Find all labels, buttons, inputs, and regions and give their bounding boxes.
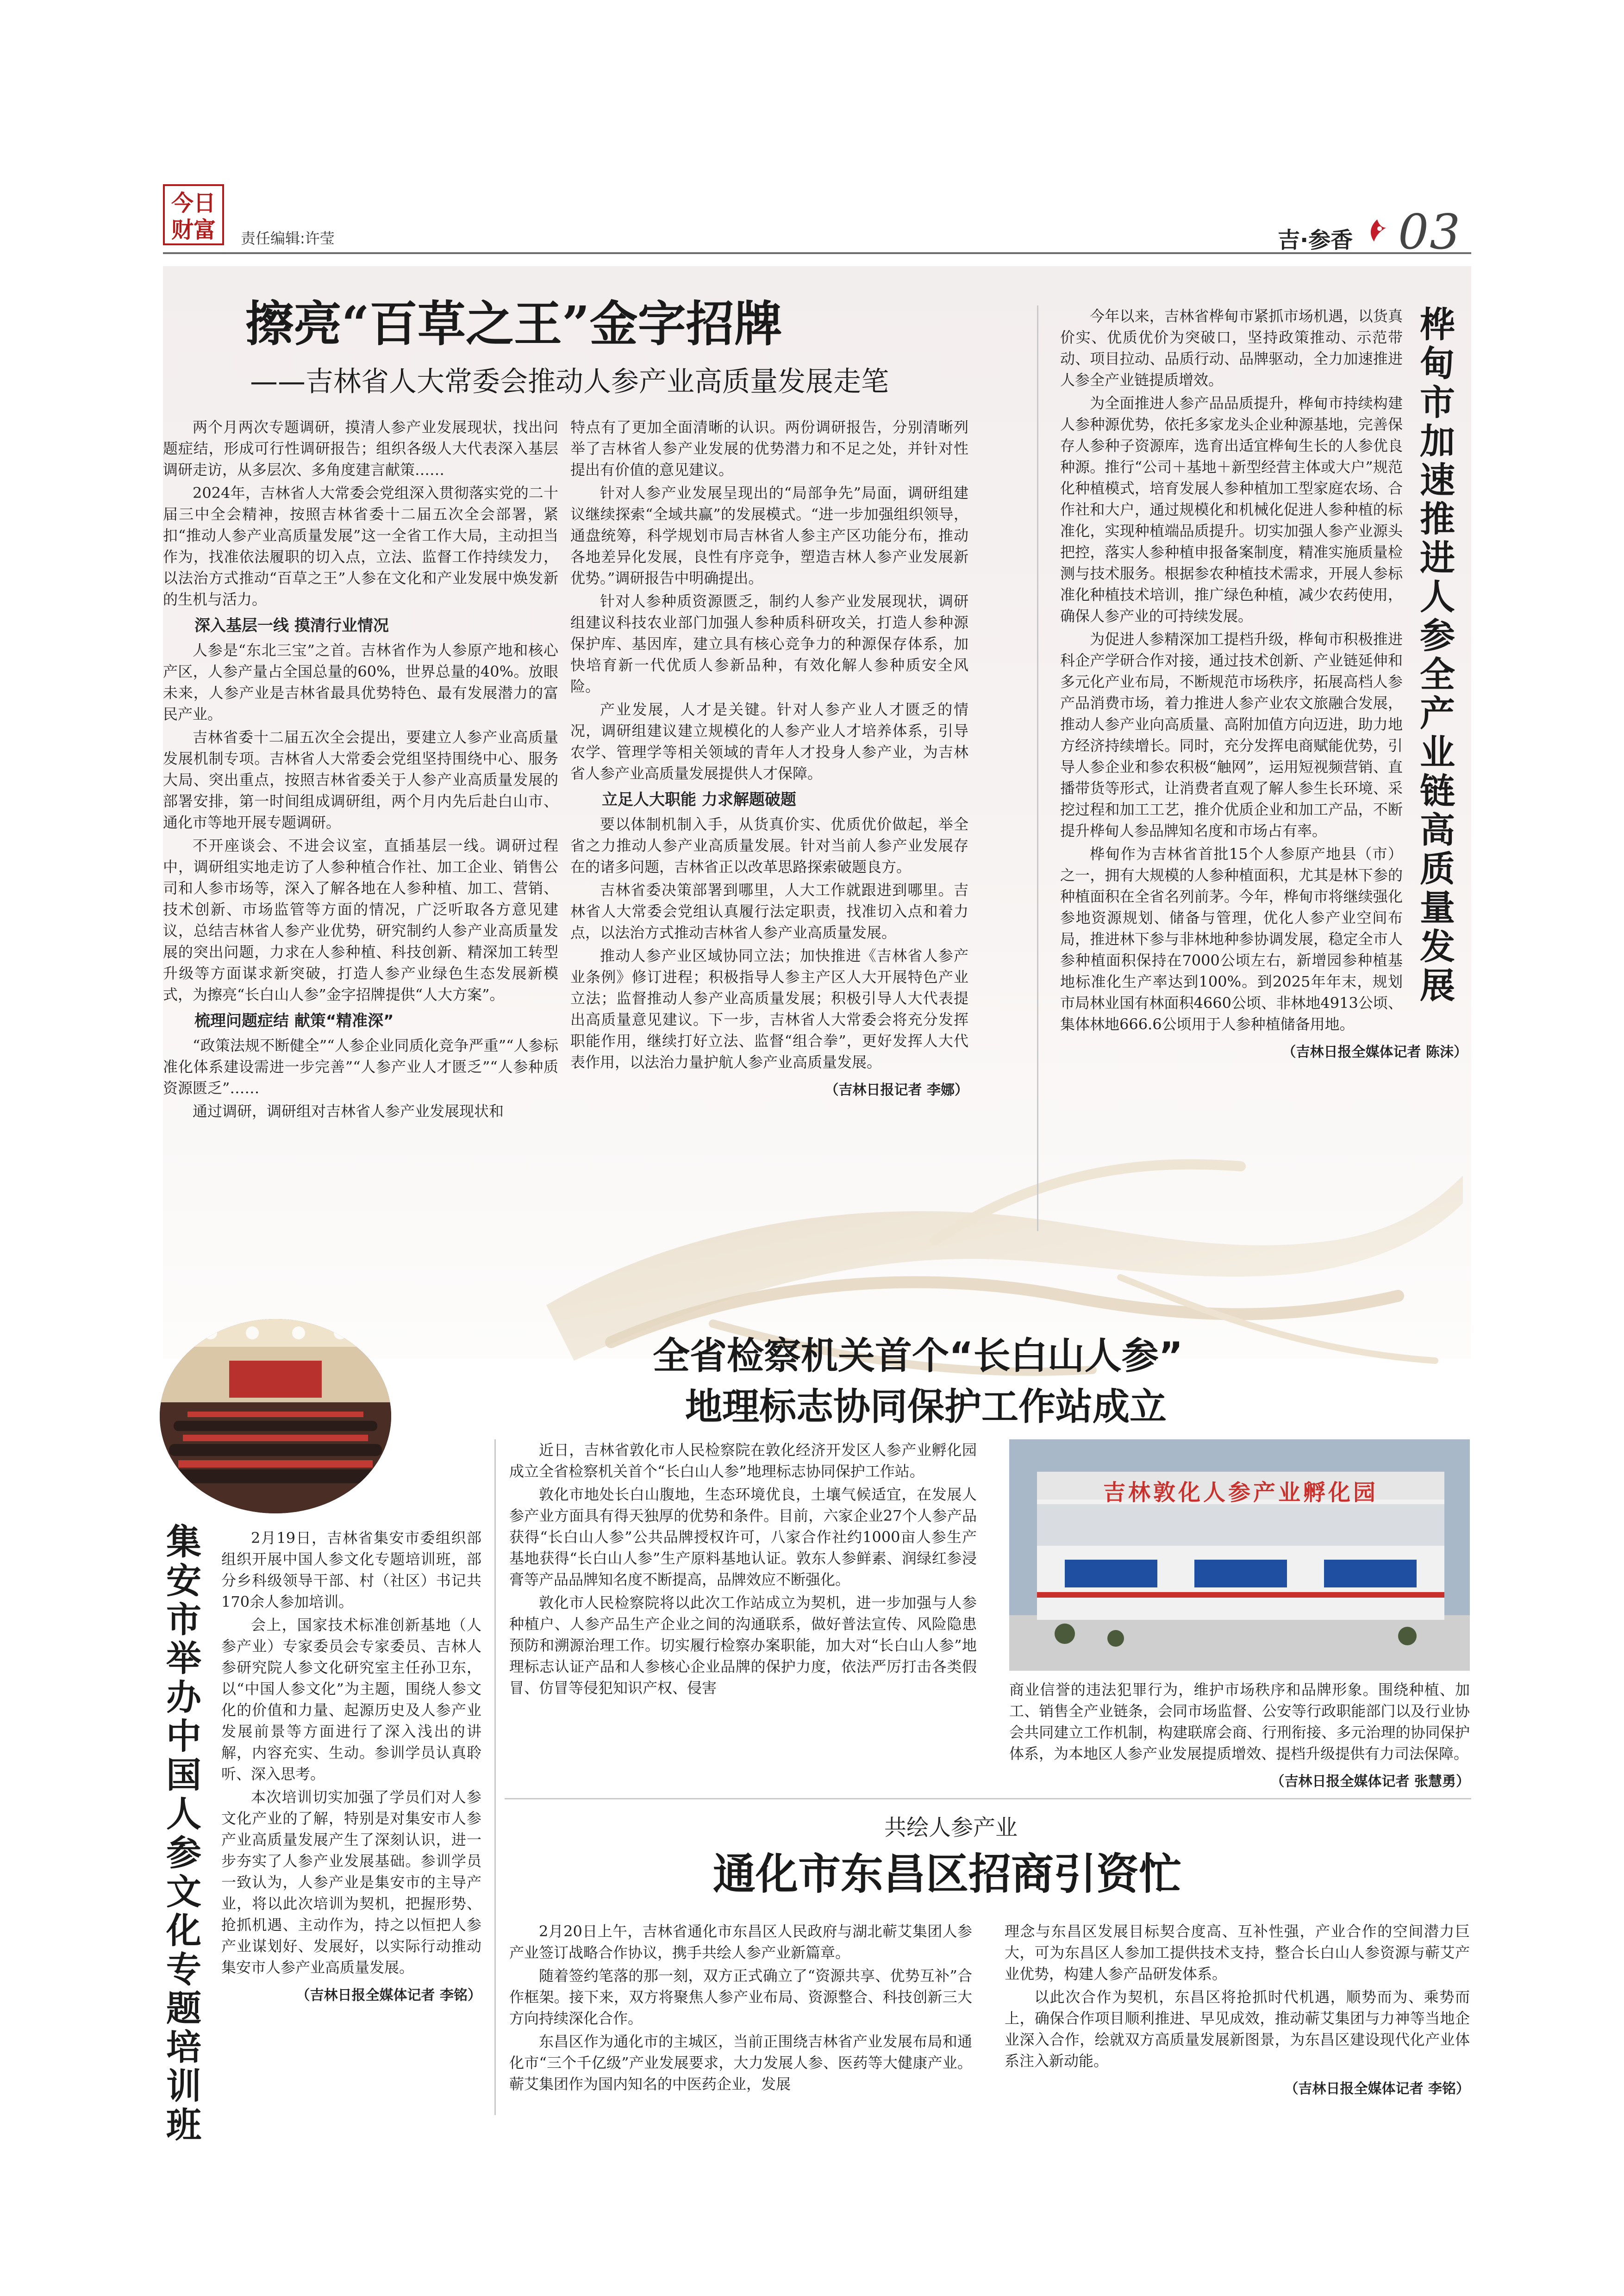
- article5-col2-p2: 以此次合作为契机，东昌区将抢抓时代机遇，顺势而为、乘势而上，确保合作项目顺利推进、早见成效，推动蕲艾集团与力神等当地企业深入合作，绘就双方高质量发展新图景，为东昌区建设现代化产业体系注入新动能。: [1005, 1988, 1470, 2070]
- article4-vertical-title: 集安市举办中国人参文化专题培训班: [166, 1521, 201, 2146]
- article5-column-2: [1005, 1921, 1470, 2097]
- article1-subtitle: ——吉林省人大常委会推动人参产业高质量发展走笔: [250, 366, 889, 398]
- article1-column-2: [570, 417, 968, 1099]
- article5-col1-p1: 2月20日上午，吉林省通化市东昌区人民政府与湖北蕲艾集团人参产业签订战略合作协议，携手共绘人参产业新篇章。: [509, 1923, 972, 1961]
- article1-col2-p7: 推动人参产业区域协同立法；加快推进《吉林省人参产业条例》修订进程；积极指导人参主产区人大开展特色产业立法；监督推动人参产业高质量发展；积极引导人大代表提出高质量意见建议。下一步，吉林省人大常委会将充分发挥职能作用，继续打好立法、监督“组合拳”，更好发挥人大代表作用，以法治力量护航人参产业高质量发展。: [570, 947, 968, 1071]
- column-divider-1: [1037, 305, 1038, 1231]
- section-icon: [1366, 218, 1389, 245]
- article1-subheading-3: 立足人大职能 力求解题破题: [602, 790, 796, 809]
- article5-kicker: 共绘人参产业: [884, 1815, 1018, 1841]
- article4-p1: 2月19日，吉林省集安市委组织部组织开展中国人参文化专题培训班，部分乡科级领导干部、村（社区）书记共170余人参加培训。: [221, 1529, 481, 1611]
- article1-col1-p6: “政策法规不断健全”“人参企业同质化竞争严重”“人参标准化体系建设需进一步完善”“人参产业人才匮乏”“人参种质资源匮乏”……: [163, 1037, 558, 1097]
- article1-col2-p6: 吉林省委决策部署到哪里，人大工作就跟进到哪里。吉林省人大常委会党组认真履行法定职责，找准切入点和着力点，以法治方式推动吉林省人参产业高质量发展。: [570, 881, 968, 941]
- article2-p1: 今年以来，吉林省桦甸市紧抓市场机遇，以货真价实、优质优价为突破口，坚持政策推动、示范带动、项目拉动、品质行动、品牌驱动，全力加速推进人参全产业链提质增效。: [1060, 307, 1403, 389]
- article1-col1-p5: 不开座谈会、不进会议室，直插基层一线。调研过程中，调研组实地走访了人参种植合作社、加工企业、销售公司和人参市场等，深入了解各地在人参种植、加工、营销、技术创新、市场监管等方面的情况，广泛听取各方意见建议，总结吉林省人参产业优势，研究制约人参产业高质量发展的突出问题，力求在人参种植、科技创新、精深加工转型升级等方面谋求新突破，打造人参产业绿色生态发展新模式，为擦亮“长白山人参”金字招牌提供“人大方案”。: [163, 837, 558, 1003]
- article1-credit: （吉林日报记者 李娜）: [824, 1082, 968, 1098]
- page-number: 03: [1398, 204, 1462, 260]
- article5-col2-p1: 理念与东昌区发展目标契合度高、互补性强，产业合作的空间潜力巨大，可为东昌区人参加工提供技术支持，整合长白山人参资源与蕲艾产业优势，构建人参产品研发体系。: [1005, 1923, 1470, 1983]
- article5-col1-p2: 随着签约笔落的那一刻，双方正式确立了“资源共享、优势互补”合作框架。接下来，双方将聚焦人参产业布局、资源整合、科技创新三大方向持续深化合作。: [509, 1967, 972, 2027]
- article2-credit: （吉林日报全媒体记者 陈沫）: [1282, 1044, 1468, 1060]
- article2-vertical-title: 桦甸市加速推进人参全产业链高质量发展: [1420, 304, 1455, 1006]
- article1-col2-p5: 要以体制机制入手，从货真价实、优质优价做起，举全省之力推动人参产业高质量发展。针对当前人参产业发展存在的诸多问题，吉林省正以改革思路探索破题良方。: [570, 815, 968, 876]
- article1-subheading-2: 梳理问题症结 献策“精准深”: [194, 1012, 394, 1030]
- logo-text: 今日财富: [171, 190, 216, 243]
- article3-p3: 敦化市人民检察院将以此次工作站成立为契机，进一步加强与人参种植户、人参产品生产企业之间的沟通联系，做好普法宣传、风险隐患预防和溯源治理工作。切实履行检察办案职能，加大对“长白山人参”地理标志认证产品和人参核心企业品牌的保护力度，依法严厉打击各类假冒、仿冒等侵犯知识产权、侵害: [509, 1594, 977, 1697]
- article1-col2-p1: 特点有了更加全面清晰的认识。两份调研报告，分别清晰列举了吉林省人参产业发展的优势潜力和不足之处，并针对性提出有价值的意见建议。: [570, 418, 968, 479]
- article3-p1: 近日，吉林省敦化市人民检察院在敦化经济开发区人参产业孵化园成立全省检察机关首个“长白山人参”地理标志协同保护工作站。: [509, 1441, 977, 1480]
- article3-right-text: [1009, 1679, 1470, 1790]
- article1-col1-p3: 人参是“东北三宝”之首。吉林省作为人参原产地和核心产区，人参产量占全国总量的60%，世界总量的40%。放眼未来，人参产业是吉林省最具优势特色、最有发展潜力的富民产业。: [163, 641, 558, 723]
- article1-col2-p2: 针对人参产业发展呈现出的“局部争先”局面，调研组建议继续探索“全域共赢”的发展模式。“进一步加强组织领导，通盘统筹，科学规划市局吉林省人参主产区功能分布，推动各地差异化发展，良性有序竞争，塑造吉林人参产业发展新优势。”调研报告中明确提出。: [570, 484, 968, 587]
- incubator-sign-text: 吉林敦化人参产业孵化园: [1103, 1480, 1378, 1506]
- article1-col1-p7: 通过调研，调研组对吉林省人参产业发展现状和: [193, 1102, 504, 1120]
- article3-p4: 商业信誉的违法犯罪行为，维护市场秩序和品牌形象。围绕种植、加工、销售全产业链条，会同市场监督、公安等行政职能部门以及行业协会共同建立工作机制，构建联席会商、行刑衔接、多元治理的协同保护体系，为本地区人参产业发展提质增效、提档升级提供有力司法保障。: [1009, 1681, 1470, 1762]
- article1-col1-p1: 两个月两次专题调研，摸清人参产业发展现状，找出问题症结，形成可行性调研报告；组织各级人大代表深入基层调研走访，从多层次、多角度建言献策……: [163, 418, 558, 479]
- article3-photo: [1009, 1439, 1470, 1671]
- section-label: 吉·参香: [1278, 227, 1353, 253]
- article1-col1-p2: 2024年，吉林省人大常委会党组深入贯彻落实党的二十届三中全会精神，按照吉林省委十二届五次全会部署，紧扣“推动人参产业高质量发展”这一全省工作大局，主动担当作为，找准依法履职的切入点，立法、监督工作持续发力，以法治方式推动“百草之王”人参在文化和产业发展中焕发新的生机与活力。: [163, 484, 558, 608]
- article3-title-line2: 地理标志协同保护工作站成立: [685, 1385, 1167, 1428]
- article3-credit: （吉林日报全媒体记者 张慧勇）: [1270, 1773, 1470, 1790]
- article3-text: [509, 1439, 977, 1700]
- article4-p2: 会上，国家技术标准创新基地（人参产业）专家委员会专家委员、吉林人参研究院人参文化研究室主任孙卫东，以“中国人参文化”为主题，围绕人参文化的价值和力量、起源历史及人参产业发展前景等方面进行了深入浅出的讲解，内容充实、生动。参训学员认真聆听、深入思考。: [221, 1616, 481, 1783]
- article3-p2: 敦化市地处长白山腹地，生态环境优良，土壤气候适宜，在发展人参产业方面具有得天独厚的优势和条件。目前，六家企业27个人参产品获得“长白山人参”公共品牌授权许可，八家合作社约1000亩人参生产基地获得“长白山人参”生产原料基地认证。敦东人参鲜素、润绿红参浸膏等产品品牌知名度不断提高，品牌效应不断强化。: [509, 1486, 977, 1588]
- article1-col2-p3: 针对人参种质资源匮乏，制约人参产业发展现状，调研组建议科技农业部门加强人参种质科研攻关，打造人参种源保护库、基因库，建立具有核心竞争力的种源保存体系，加快培育新一代优质人参新品种，有效化解人参种质安全风险。: [570, 592, 968, 695]
- article4-p3: 本次培训切实加强了学员们对人参文化产业的了解，特别是对集安市人参产业高质量发展产生了深刻认识，进一步夯实了人参产业发展基础。参训学员一致认为，人参产业是集安市的主导产业，将以此次培训为契机，把握形势、抢抓机遇、主动作为，持之以恒把人参产业谋划好、发展好，以实际行动推动集安市人参产业高质量发展。: [221, 1788, 481, 1976]
- article4-text: [221, 1527, 481, 2004]
- article1-title: 擦亮“百草之王”金字招牌: [245, 295, 782, 352]
- article1-col1-p4: 吉林省委十二届五次全会提出，要建立人参产业高质量发展机制专项。吉林省人大常委会党组坚持围绕中心、服务大局、突出重点，按照吉林省委关于人参产业高质量发展的部署安排，第一时间组成调研组，两个月内先后赴白山市、通化市等地开展专题调研。: [163, 728, 558, 831]
- article-divider: [505, 1798, 1471, 1799]
- article1-col2-p4: 产业发展，人才是关键。针对人参产业人才匮乏的情况，调研组建议建立规模化的人参产业人才培养体系，引导农学、管理学等相关领域的青年人才投身人参产业，为吉林省人参产业高质量发展提供人才保障。: [570, 701, 968, 782]
- masthead-logo: [163, 184, 224, 245]
- article1-subheading-1: 深入基层一线 摸清行业情况: [194, 616, 389, 635]
- editor-credit: 责任编辑:许莹: [241, 230, 335, 247]
- article5-title: 通化市东昌区招商引资忙: [713, 1849, 1182, 1899]
- article4-photo: [160, 1319, 391, 1513]
- article5-credit: （吉林日报全媒体记者 李铭）: [1284, 2081, 1470, 2097]
- column-divider-2: [494, 1439, 496, 2115]
- header-rule: [163, 252, 1471, 254]
- article5-column-1: [509, 1921, 972, 2097]
- article2-p3: 为促进人参精深加工提档升级，桦甸市积极推进科企产学研合作对接，通过技术创新、产业链延伸和多元化产业布局，不断规范市场秩序，拓展高档人参产品消费市场，着力推进人参产业农文旅融合发展，推动人参产业向高质量、高附加值方向迈进，助力地方经济持续增长。同时，充分发挥电商赋能优势，引导人参企业和参农积极“触网”，运用短视频营销、直播带货等形式，让消费者直观了解人参生长环境、采挖过程和加工工艺，推介优质企业和加工产品，不断提升桦甸人参品牌知名度和市场占有率。: [1060, 630, 1403, 840]
- article5-col1-p3: 东昌区作为通化市的主城区，当前正围绕吉林省产业发展布局和通化市“三个千亿级”产业发展要求，大力发展人参、医药等大健康产业。蕲艾集团作为国内知名的中医药企业，发展: [509, 2033, 972, 2093]
- article3-title-line1: 全省检察机关首个“长白山人参”: [653, 1334, 1183, 1377]
- article4-credit: （吉林日报全媒体记者 李铭）: [296, 1987, 481, 2004]
- article1-column-1: [163, 417, 558, 1124]
- article2-p4: 桦甸作为吉林省首批15个人参原产地县（市）之一，拥有大规模的人参种植面积，尤其是林下参的种植面积在全省名列前茅。今年，桦甸市将继续强化参地资源规划、储备与管理，优化人参产业空间布局，推进林下参与非林地种参协调发展，稳定全市人参种植面积保持在7000公顷左右，新增园参种植基地标准化生产率达到100%。到2025年年末，规划市局林业国有林面积4660公顷、非林地4913公顷、集体林地666.6公顷用于人参种植储备用地。: [1060, 845, 1403, 1033]
- article2-p2: 为全面推进人参产品品质提升，桦甸市持续构建人参种源优势，依托多家龙头企业种源基地，完善保存人参种子资源库，选育出适宜桦甸生长的人参优良种源。推行“公司＋基地＋新型经营主体或大户”规范化种植模式，培育发展人参种植加工型家庭农场、合作社和大户，通过规模化和机械化促进人参种植的标准化，实现种植端品质提升。切实加强人参产业源头把控，落实人参种植申报备案制度，精准实施质量检测与技术服务。根据参农种植技术需求，开展人参标准化种植技术培训，推广绿色种植，减少农药使用，确保人参产业的可持续发展。: [1060, 394, 1403, 625]
